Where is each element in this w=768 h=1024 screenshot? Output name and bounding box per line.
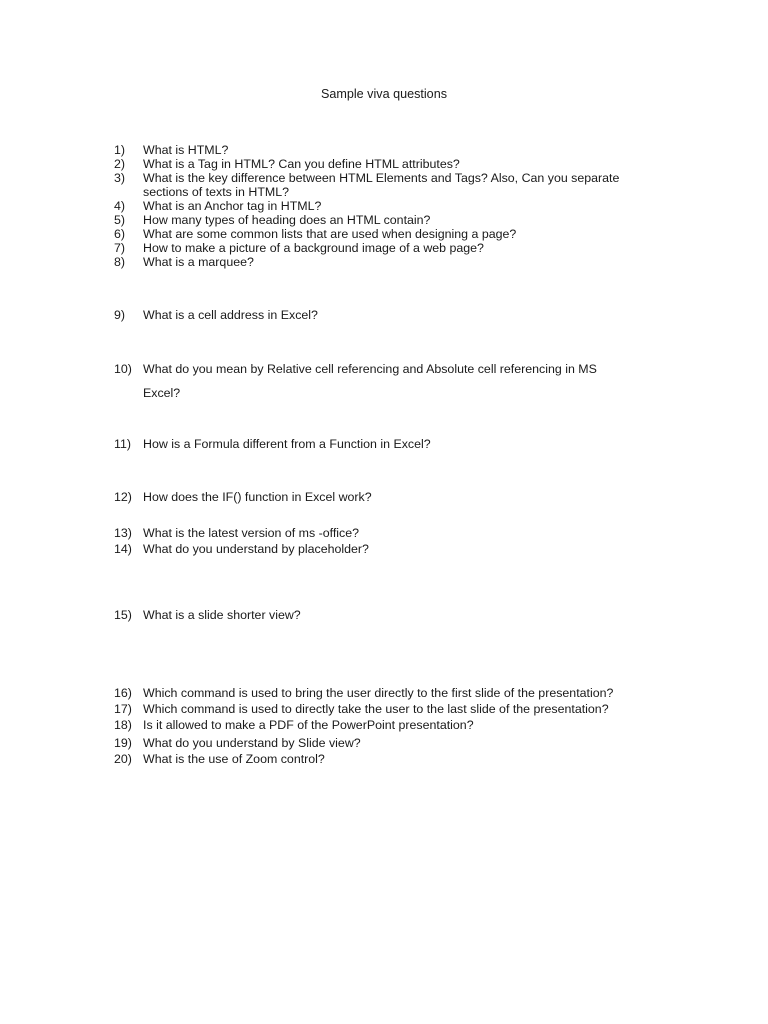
question-text: What is a Tag in HTML? Can you define HTML attributes? — [143, 157, 460, 171]
question-number: 5) — [114, 213, 126, 227]
question-number: 2) — [114, 157, 126, 171]
question-text: What is HTML? — [143, 143, 229, 157]
question-number: 7) — [114, 241, 126, 255]
question-number: 4) — [114, 199, 126, 213]
question-number: 9) — [114, 308, 126, 322]
question-number: 14) — [114, 542, 132, 556]
question-number: 15) — [114, 608, 132, 622]
question-text: What is a slide shorter view? — [143, 608, 301, 622]
question-number: 13) — [114, 526, 132, 540]
question-number: 3) — [114, 171, 126, 185]
question-number: 1) — [114, 143, 126, 157]
question-number: 16) — [114, 686, 132, 700]
question-text: What is the latest version of ms -office? — [143, 526, 360, 540]
question-text: How many types of heading does an HTML contain? — [143, 213, 431, 227]
question-text: What do you understand by placeholder? — [143, 542, 369, 556]
question-number: 8) — [114, 255, 126, 269]
question-text: Which command is used to bring the user directly to the first slide of the presentation? — [143, 686, 614, 700]
question-number: 10) — [114, 362, 132, 376]
question-number: 18) — [114, 718, 132, 732]
question-text: How is a Formula different from a Function in Excel? — [143, 437, 431, 451]
question-text: What is the use of Zoom control? — [143, 752, 325, 766]
question-text: How to make a picture of a background image of a web page? — [143, 241, 484, 255]
question-text: Is it allowed to make a PDF of the PowerPoint presentation? — [143, 718, 474, 732]
question-number: 20) — [114, 752, 132, 766]
question-text: What do you understand by Slide view? — [143, 736, 361, 750]
question-text: What are some common lists that are used when designing a page? — [143, 227, 517, 241]
question-text: How does the IF() function in Excel work? — [143, 490, 372, 504]
question-number: 11) — [114, 437, 131, 451]
question-number: 12) — [114, 490, 132, 504]
question-text: What is an Anchor tag in HTML? — [143, 199, 322, 213]
question-number: 6) — [114, 227, 126, 241]
question-number: 19) — [114, 736, 132, 750]
question-text: What is a cell address in Excel? — [143, 308, 318, 322]
question-text: Which command is used to directly take the user to the last slide of the presentation? — [143, 702, 609, 716]
question-text: What is the key difference between HTML Elements and Tags? Also, Can you separate sections of texts in HTML? — [143, 171, 620, 199]
question-text: What is a marquee? — [143, 255, 254, 269]
question-number: 17) — [114, 702, 132, 716]
question-text: What do you mean by Relative cell referencing and Absolute cell referencing in MS Excel? — [143, 362, 597, 400]
document-title: Sample viva questions — [320, 87, 447, 101]
